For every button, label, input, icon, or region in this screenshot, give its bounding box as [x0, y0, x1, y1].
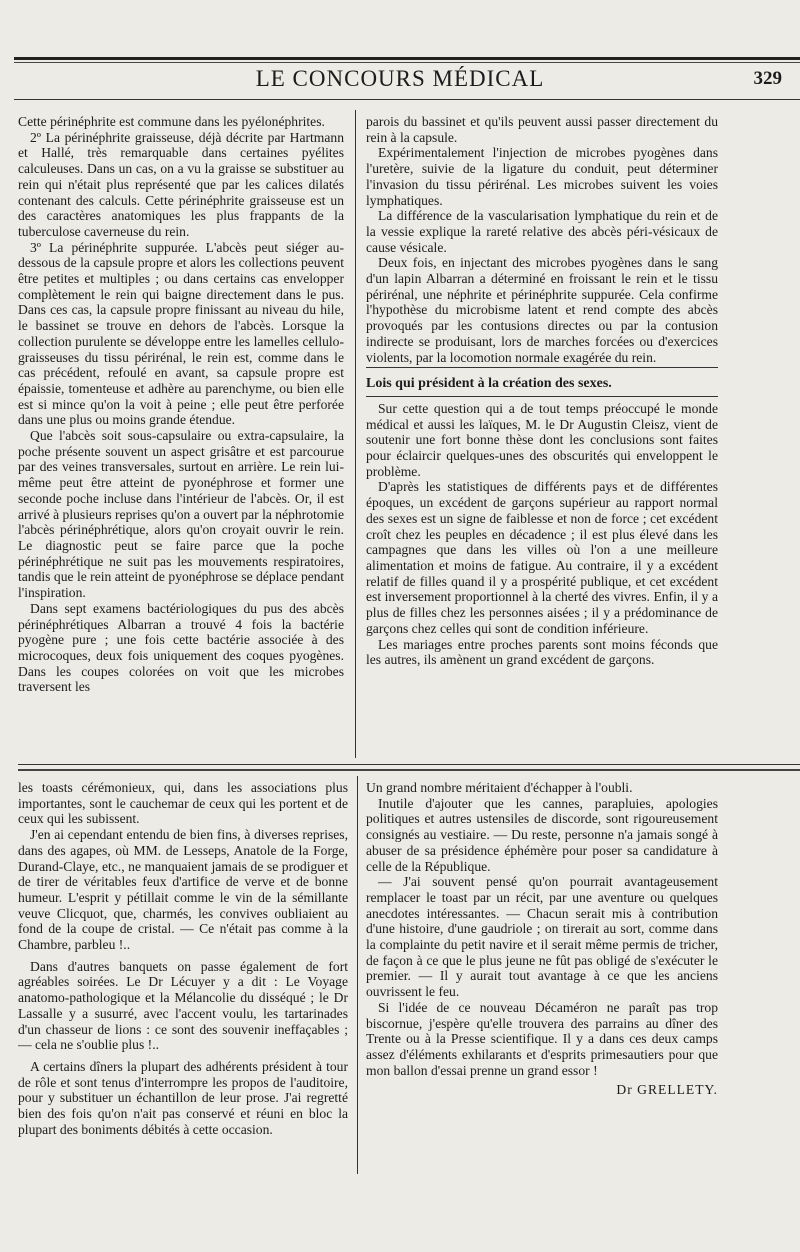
paragraph: Un grand nombre méritaient d'échapper à l'oubli.	[366, 780, 633, 795]
paragraph: Sur cette question qui a de tout temps préoccupé le monde médical et aussi les laïques, M. le Dr Augustin Cleisz, vient de soutenir une fort bonne thèse dont les conclusions sont faites pour éclaircir quelques-unes des obscurités qui enveloppent le problème.	[366, 400, 718, 479]
paragraph: Dans sept examens bactériologiques du pus des abcès périnéphrétiques Albarran a trouvé 4 fois la bactérie pyogène pure ; une fois cette bactérie associée à des microcoques, deux fois uniquement des coques pyogènes. Dans les coupes colorées on voit que les microbes traversent les	[18, 600, 344, 695]
column-divider-lower	[357, 776, 358, 1174]
journal-title: LE CONCOURS MÉDICAL	[255, 66, 545, 91]
column-upper-left	[18, 114, 344, 754]
paragraph: Que l'abcès soit sous-capsulaire ou extra-capsulaire, la poche présente souvent un aspect grisâtre et est parcourue par des veines transversales, surtout en arrière. Le rein lui-même peut être atteint de pyonéphrose et former une seconde poche incluse dans l'intérieur de l'abcès. Or, il est arrivé à plusieurs reprises qu'on a ouvert par la néphrotomie l'abcès périnéphrétique, alors qu'on croyait ouvrir le rein. Le diagnostic peut se faire parce que la poche périnéphrétique ne suit pas les mouvements respiratoires, tandis que le rein atteint de pyonéphrose se déplace pendant l'inspiration.	[18, 428, 344, 601]
paragraph: La différence de la vascularisation lymphatique du rein et de la vessie explique la rareté relative des abcès péri-vésicaux de cause vésicale.	[366, 208, 718, 255]
paragraph: A certains dîners la plupart des adhérents président à tour de rôle et sont tenus d'interrompre les propos de l'auditoire, pour y substituer un échantillon de leur prose. J'ai regretté bien des fois qu'on n'ait pas conservé et réuni en bloc la plupart des boniments débités à cette occasion.	[18, 1058, 348, 1137]
paragraph: Inutile d'ajouter que les cannes, parapluies, apologies politiques et autres ustensiles de discorde, sont rigoureusement consignés au vestiaire. — Du reste, personne n'a jamais songé à abuser de sa présidence éphémère pour poser sa candidature à celle de la République.	[366, 795, 718, 874]
paragraph: — J'ai souvent pensé qu'on pourrait avantageusement remplacer le toast par un récit, par une aventure ou quelques anecdotes intéressantes. — Chacun serait mis à contribution d'une histoire, d'une gaudriole ; on tirerait au sort, comme dans la complainte du petit navire et il serait même permis de tricher, de façon à ce que le plus jeune ne fût pas obligé de s'exécuter le premier. — Il y aurait tout avantage à ce que les anciens ouvrissent le feu.	[366, 874, 718, 1000]
section-divider-rule	[18, 764, 800, 765]
section-title-rule	[366, 396, 718, 397]
column-lower-right	[366, 780, 718, 1170]
column-lower-left	[18, 780, 348, 1170]
paragraph: D'après les statistiques de différents pays et de différentes époques, un excédent de garçons supérieur au rapport normal des sexes est un signe de faiblesse et non de force ; cet excédent croît chez les peuples en décadence ; il est plus élevé dans les campagnes que dans les villes où l'on a une meilleure alimentation et moins de fatigue. Au contraire, il y a excédent relatif de filles quand il y a prospérité publique, et cet excédent est inversement proportionnel à la cherté des vivres. Enfin, il y a plus de filles chez les personnes aisées ; il y a prédominance de garçons chez celles qui sont de condition inférieure.	[366, 479, 718, 636]
paragraph: Dans d'autres banquets on passe également de fort agréables soirées. Le Dr Lécuyer y a dit : Le Voyage anatomo-pathologique et la Mélancolie du disséqué ; le Dr Lassalle y a susurré, avec l'accent voulu, les tartarinades d'un chasseur de lions : ce sont des souvenir ineffaçables ; — cela ne s'oublie plus !..	[18, 958, 348, 1053]
paragraph: Expérimentalement l'injection de microbes pyogènes dans l'uretère, suivie de la ligature du conduit, peut déterminer l'invasion du tissu périrénal. Les microbes suivent les voies lymphatiques.	[366, 145, 718, 208]
section-title: Lois qui président à la création des sexes.	[366, 376, 612, 392]
paragraph: Les mariages entre proches parents sont moins féconds que les autres, ils amènent un grand excédent de garçons.	[366, 636, 718, 668]
column-divider-upper	[355, 110, 356, 758]
section-title-rule	[366, 367, 718, 368]
paragraph: 2º La périnéphrite graisseuse, déjà décrite par Hartmann et Hallé, très remarquable dans certaines pyélites calculeuses. Dans un cas, on a vu la graisse se substituer au rein qui n'était plus représenté que par les calices dilatés contenant des calculs. Cette périnéphrite graisseuse est un des caractères anatomiques les plus frappants de la tuberculose caverneuse du rein.	[18, 129, 344, 239]
paragraph: Cette périnéphrite est commune dans les pyélonéphrites.	[18, 114, 325, 129]
paragraph: les toasts cérémonieux, qui, dans les associations plus importantes, sont le cauchemar de ceux qui les portent et de ceux qui les subissent.	[18, 780, 348, 827]
column-upper-right	[366, 114, 718, 754]
section-divider-rule-thick	[18, 769, 800, 771]
paragraph: J'en ai cependant entendu de bien fins, à diverses reprises, dans des agapes, où MM. de Lesseps, Anatole de la Forge, Durand-Claye, etc., ne manquaient jamais de se prodiguer et de tirer de véritables feux d'artifice de verve et de bonne humeur. L'esprit y pétillait comme le vin de la sémillante veuve Clicquot, que, charmés, les convives oubliaient au fond de la coupe de cristal. — Ce n'était pas comme à la Chambre, parbleu !..	[18, 827, 348, 953]
author-signature: Dr GRELLETY.	[616, 1082, 718, 1098]
header-rule	[14, 99, 800, 100]
paragraph: Deux fois, en injectant des microbes pyogènes dans le sang d'un lapin Albarran a déterminé en froissant le rein et le tissu périrénal, une néphrite et périnéphrite suppurée. Cela confirme l'hypothèse du microbisme latent et rend compte des abcès provoqués par les contusions directes ou par la contusion indirecte se produisant, lors de marches forcées ou d'exercices violents, par la locomotion normale exagérée du rein.	[366, 255, 718, 365]
top-double-rule	[14, 57, 800, 60]
top-thin-rule	[14, 62, 800, 63]
paragraph: parois du bassinet et qu'ils peuvent aussi passer directement du rein à la capsule.	[366, 114, 718, 145]
paragraph: Si l'idée de ce nouveau Décaméron ne paraît pas trop biscornue, j'espère qu'elle trouvera des parrains au dîner des Trente ou à la Presse scientifique. Il y a dans ces deux camps assez d'éléments exhilarants et d'esprits primesautiers pour que mon ballon d'essai prenne un grand essor !	[366, 999, 718, 1078]
paragraph: 3º La périnéphrite suppurée. L'abcès peut siéger au-dessous de la capsule propre et alors les collections peuvent être petites et multiples ; ou dans certains cas envelopper complètement le rein qui baigne directement dans le pus. Dans ces cas, la capsule propre finissant au niveau du hile, le bassinet se trouve en dehors de l'abcès. Lorsque la collection purulente se développe entre les lamelles cellulo-graisseuses du tissu périrénal, le rein est, comme dans le cas précédent, refoulé en avant, sa capsule propre est épaissie, tomenteuse et adhère au parenchyme, ou bien elle est si mince qu'on la voit à peine ; elle peut être perforée dans une plus ou moins grande étendue.	[18, 239, 344, 428]
page-number: 329	[753, 68, 782, 89]
